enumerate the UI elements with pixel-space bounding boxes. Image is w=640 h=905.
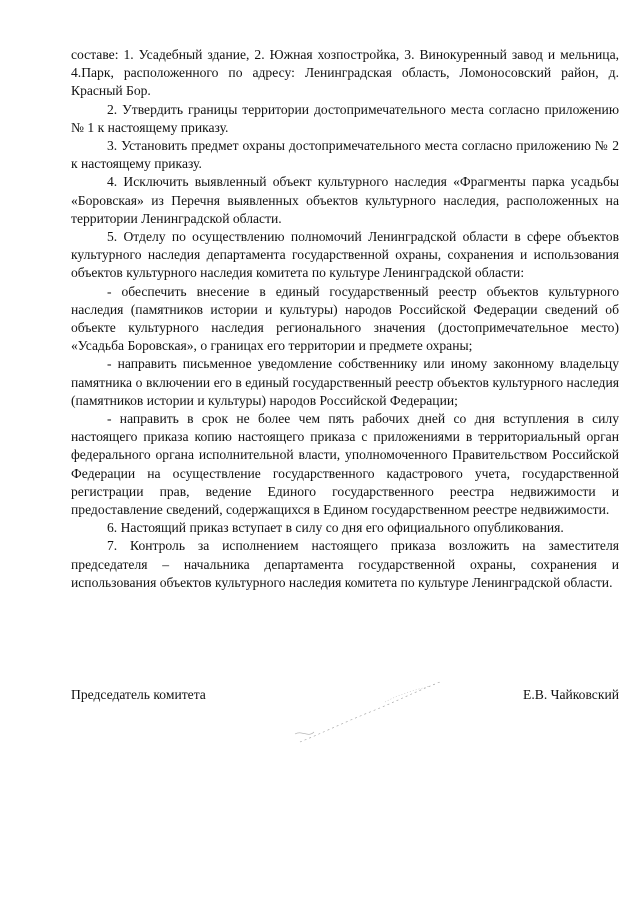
paragraph-item-7: 7. Контроль за исполнением настоящего приказа возложить на заместителя председателя – начальника департамента государственной охраны, сохранения и использования объектов культурного наследия комитета по культуре Ленинградской области. (71, 538, 619, 590)
paragraph-item-2: 2. Утвердить границы территории достопримечательного места согласно приложению № 1 к настоящему приказу. (71, 101, 619, 135)
paragraph-item-6: 6. Настоящий приказ вступает в силу со дня его официального опубликования. (107, 520, 564, 536)
handwritten-signature (290, 672, 450, 752)
paragraph-sub-item-3: - направить в срок не более чем пять рабочих дней со дня вступления в силу настоящего приказа копию настоящего приказа с приложениями в территориальный орган федерального органа исполнительной власти, уполномоченного Правительством Российской Федерации на осуществление государственного кадастрового учета, государственной регистрации прав, ведение Единого государственного реестра недвижимости и предоставление сведений, содержащихся в Едином государственном реестре недвижимости. (71, 411, 619, 518)
paragraph-sub-item-1: - обеспечить внесение в единый государственный реестр объектов культурного наследия (памятников истории и культуры) народов Российской Федерации сведений об объекте культурного наследия регионального значения (достопримечательное место) «Усадьба Боровская», о границах его территории и предмете охраны; (71, 283, 619, 354)
paragraph-continuation: составе: 1. Усадебный здание, 2. Южная хозпостройка, 3. Винокуренный завод и мельница, 4.Парк, расположенного по адресу: Ленинградская область, Ломоносовский район, д. Красный Бор. (71, 47, 619, 99)
paragraph-item-3: 3. Установить предмет охраны достопримечательного места согласно приложению № 2 к настоящему приказу. (71, 138, 619, 172)
paragraph-item-4: 4. Исключить выявленный объект культурного наследия «Фрагменты парка усадьбы «Боровская» из Перечня выявленных объектов культурного наследия, расположенных на территории Ленинградской области. (71, 174, 619, 226)
signatory-position: Председатель комитета (71, 687, 206, 702)
signatory-name: Е.В. Чайковский (523, 687, 619, 702)
document-body (71, 46, 619, 592)
paragraph-item-5: 5. Отделу по осуществлению полномочий Ленинградской области в сфере объектов культурного наследия департамента государственной охраны, сохранения и использования объектов культурного наследия комитета по культуре Ленинградской области: (71, 229, 619, 281)
paragraph-sub-item-2: - направить письменное уведомление собственнику или иному законному владельцу памятника о включении его в единый государственный реестр объектов культурного наследия (памятников истории и культуры) народов Российской Федерации; (71, 356, 619, 408)
